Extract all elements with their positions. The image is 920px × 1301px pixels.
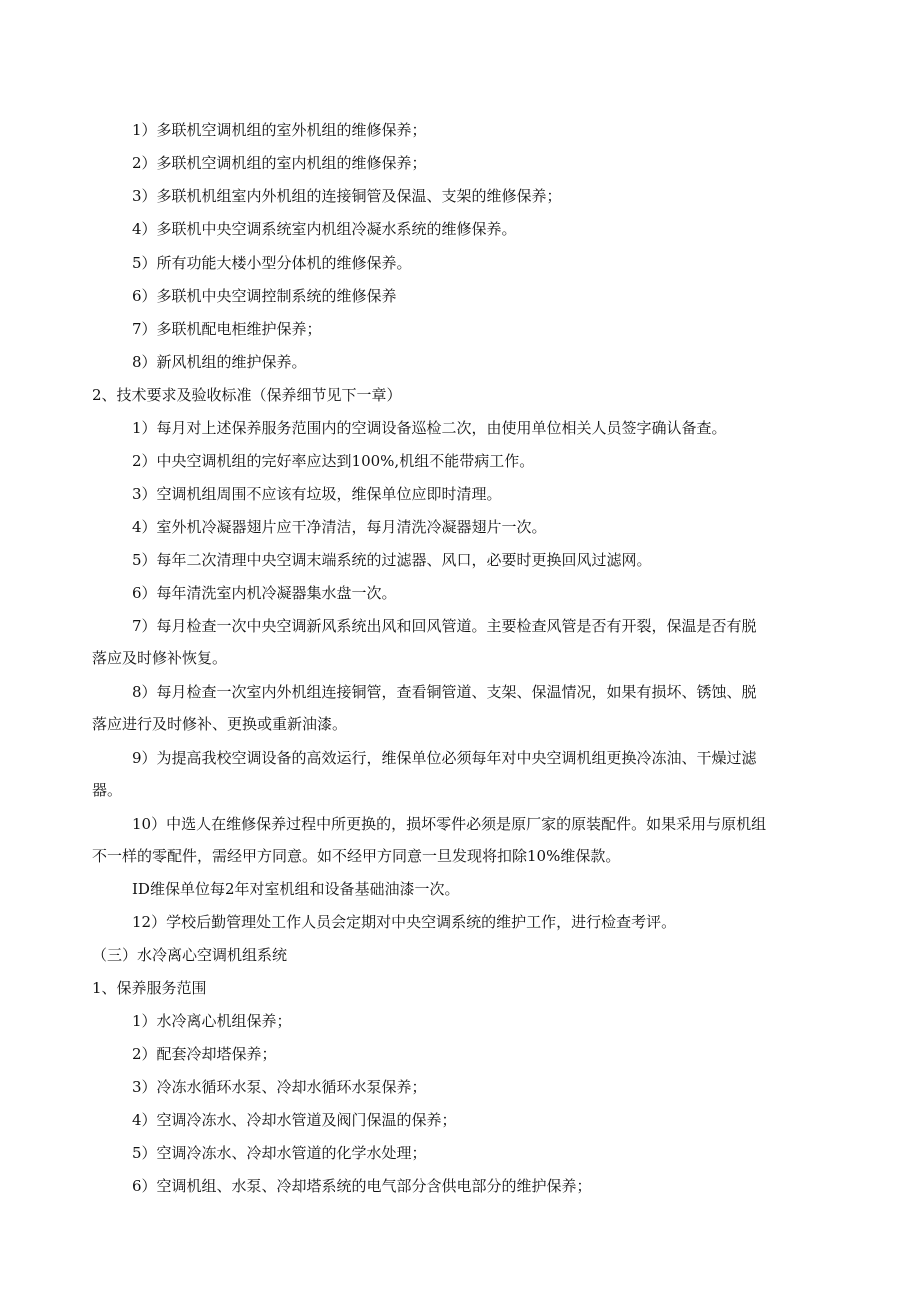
section-heading: （三）水冷离心空调机组系统 [92, 946, 288, 964]
list-item: 1）多联机空调机组的室外机组的维修保养； [132, 121, 427, 139]
list-item: 2）中央空调机组的完好率应达到100%,机组不能带病工作。 [132, 452, 535, 470]
list-item: 6）每年清洗室内机冷凝器集水盘一次。 [132, 584, 397, 602]
list-item: 4）多联机中央空调系统室内机组冷凝水系统的维修保养。 [132, 220, 517, 238]
list-item: 3）空调机组周围不应该有垃圾，维保单位应即时清理。 [132, 485, 502, 503]
list-item-continuation: 器。 [92, 781, 123, 799]
list-item: 6）多联机中央空调控制系统的维修保养 [132, 287, 397, 305]
list-item: 10）中选人在维修保养过程中所更换的，损坏零件必须是原厂家的原装配件。如果采用与原机组 [132, 815, 767, 833]
list-item: 8）新风机组的维护保养。 [132, 353, 307, 371]
list-item: 7）多联机配电柜维护保养； [132, 320, 322, 338]
list-item: 6）空调机组、水泵、冷却塔系统的电气部分含供电部分的维护保养； [132, 1177, 592, 1195]
list-item-continuation: 落应及时修补恢复。 [92, 649, 228, 667]
list-item: 7）每月检查一次中央空调新风系统出风和回风管道。主要检查风管是否有开裂，保温是否有脱 [132, 617, 757, 635]
list-item: 2）多联机空调机组的室内机组的维修保养； [132, 154, 427, 172]
list-item: 1）每月对上述保养服务范围内的空调设备巡检二次，由使用单位相关人员签字确认备查。 [132, 419, 727, 437]
list-item: 9）为提高我校空调设备的高效运行，维保单位必须每年对中央空调机组更换冷冻油、干燥过滤 [132, 749, 757, 767]
list-item: 5）每年二次清理中央空调末端系统的过滤器、风口，必要时更换回风过滤网。 [132, 551, 652, 569]
subsection-heading: 1、保养服务范围 [92, 979, 207, 997]
list-item-continuation: 落应进行及时修补、更换或重新油漆。 [92, 715, 348, 733]
list-item: 8）每月检查一次室内外机组连接铜管，查看铜管道、支架、保温情况，如果有损坏、锈蚀、脱 [132, 683, 757, 701]
list-item: 5）空调冷冻水、冷却水管道的化学水处理； [132, 1144, 427, 1162]
list-item: 5）所有功能大楼小型分体机的维修保养。 [132, 254, 412, 272]
list-item: 4）室外机冷凝器翅片应干净清洁，每月清洗冷凝器翅片一次。 [132, 518, 547, 536]
section-heading: 2、技术要求及验收标准（保养细节见下一章） [92, 386, 402, 404]
list-item-continuation: 不一样的零配件，需经甲方同意。如不经甲方同意一旦发现将扣除10%维保款。 [92, 847, 621, 865]
list-item: 3）多联机机组室内外机组的连接铜管及保温、支架的维修保养； [132, 187, 562, 205]
list-item: ID维保单位每2年对室机组和设备基础油漆一次。 [132, 880, 460, 898]
list-item: 1）水冷离心机组保养； [132, 1012, 292, 1030]
list-item: 2）配套冷却塔保养； [132, 1045, 277, 1063]
list-item: 4）空调冷冻水、冷却水管道及阀门保温的保养； [132, 1111, 457, 1129]
list-item: 12）学校后勤管理处工作人员会定期对中央空调系统的维护工作，进行检查考评。 [132, 913, 677, 931]
list-item: 3）冷冻水循环水泵、冷却水循环水泵保养； [132, 1078, 427, 1096]
